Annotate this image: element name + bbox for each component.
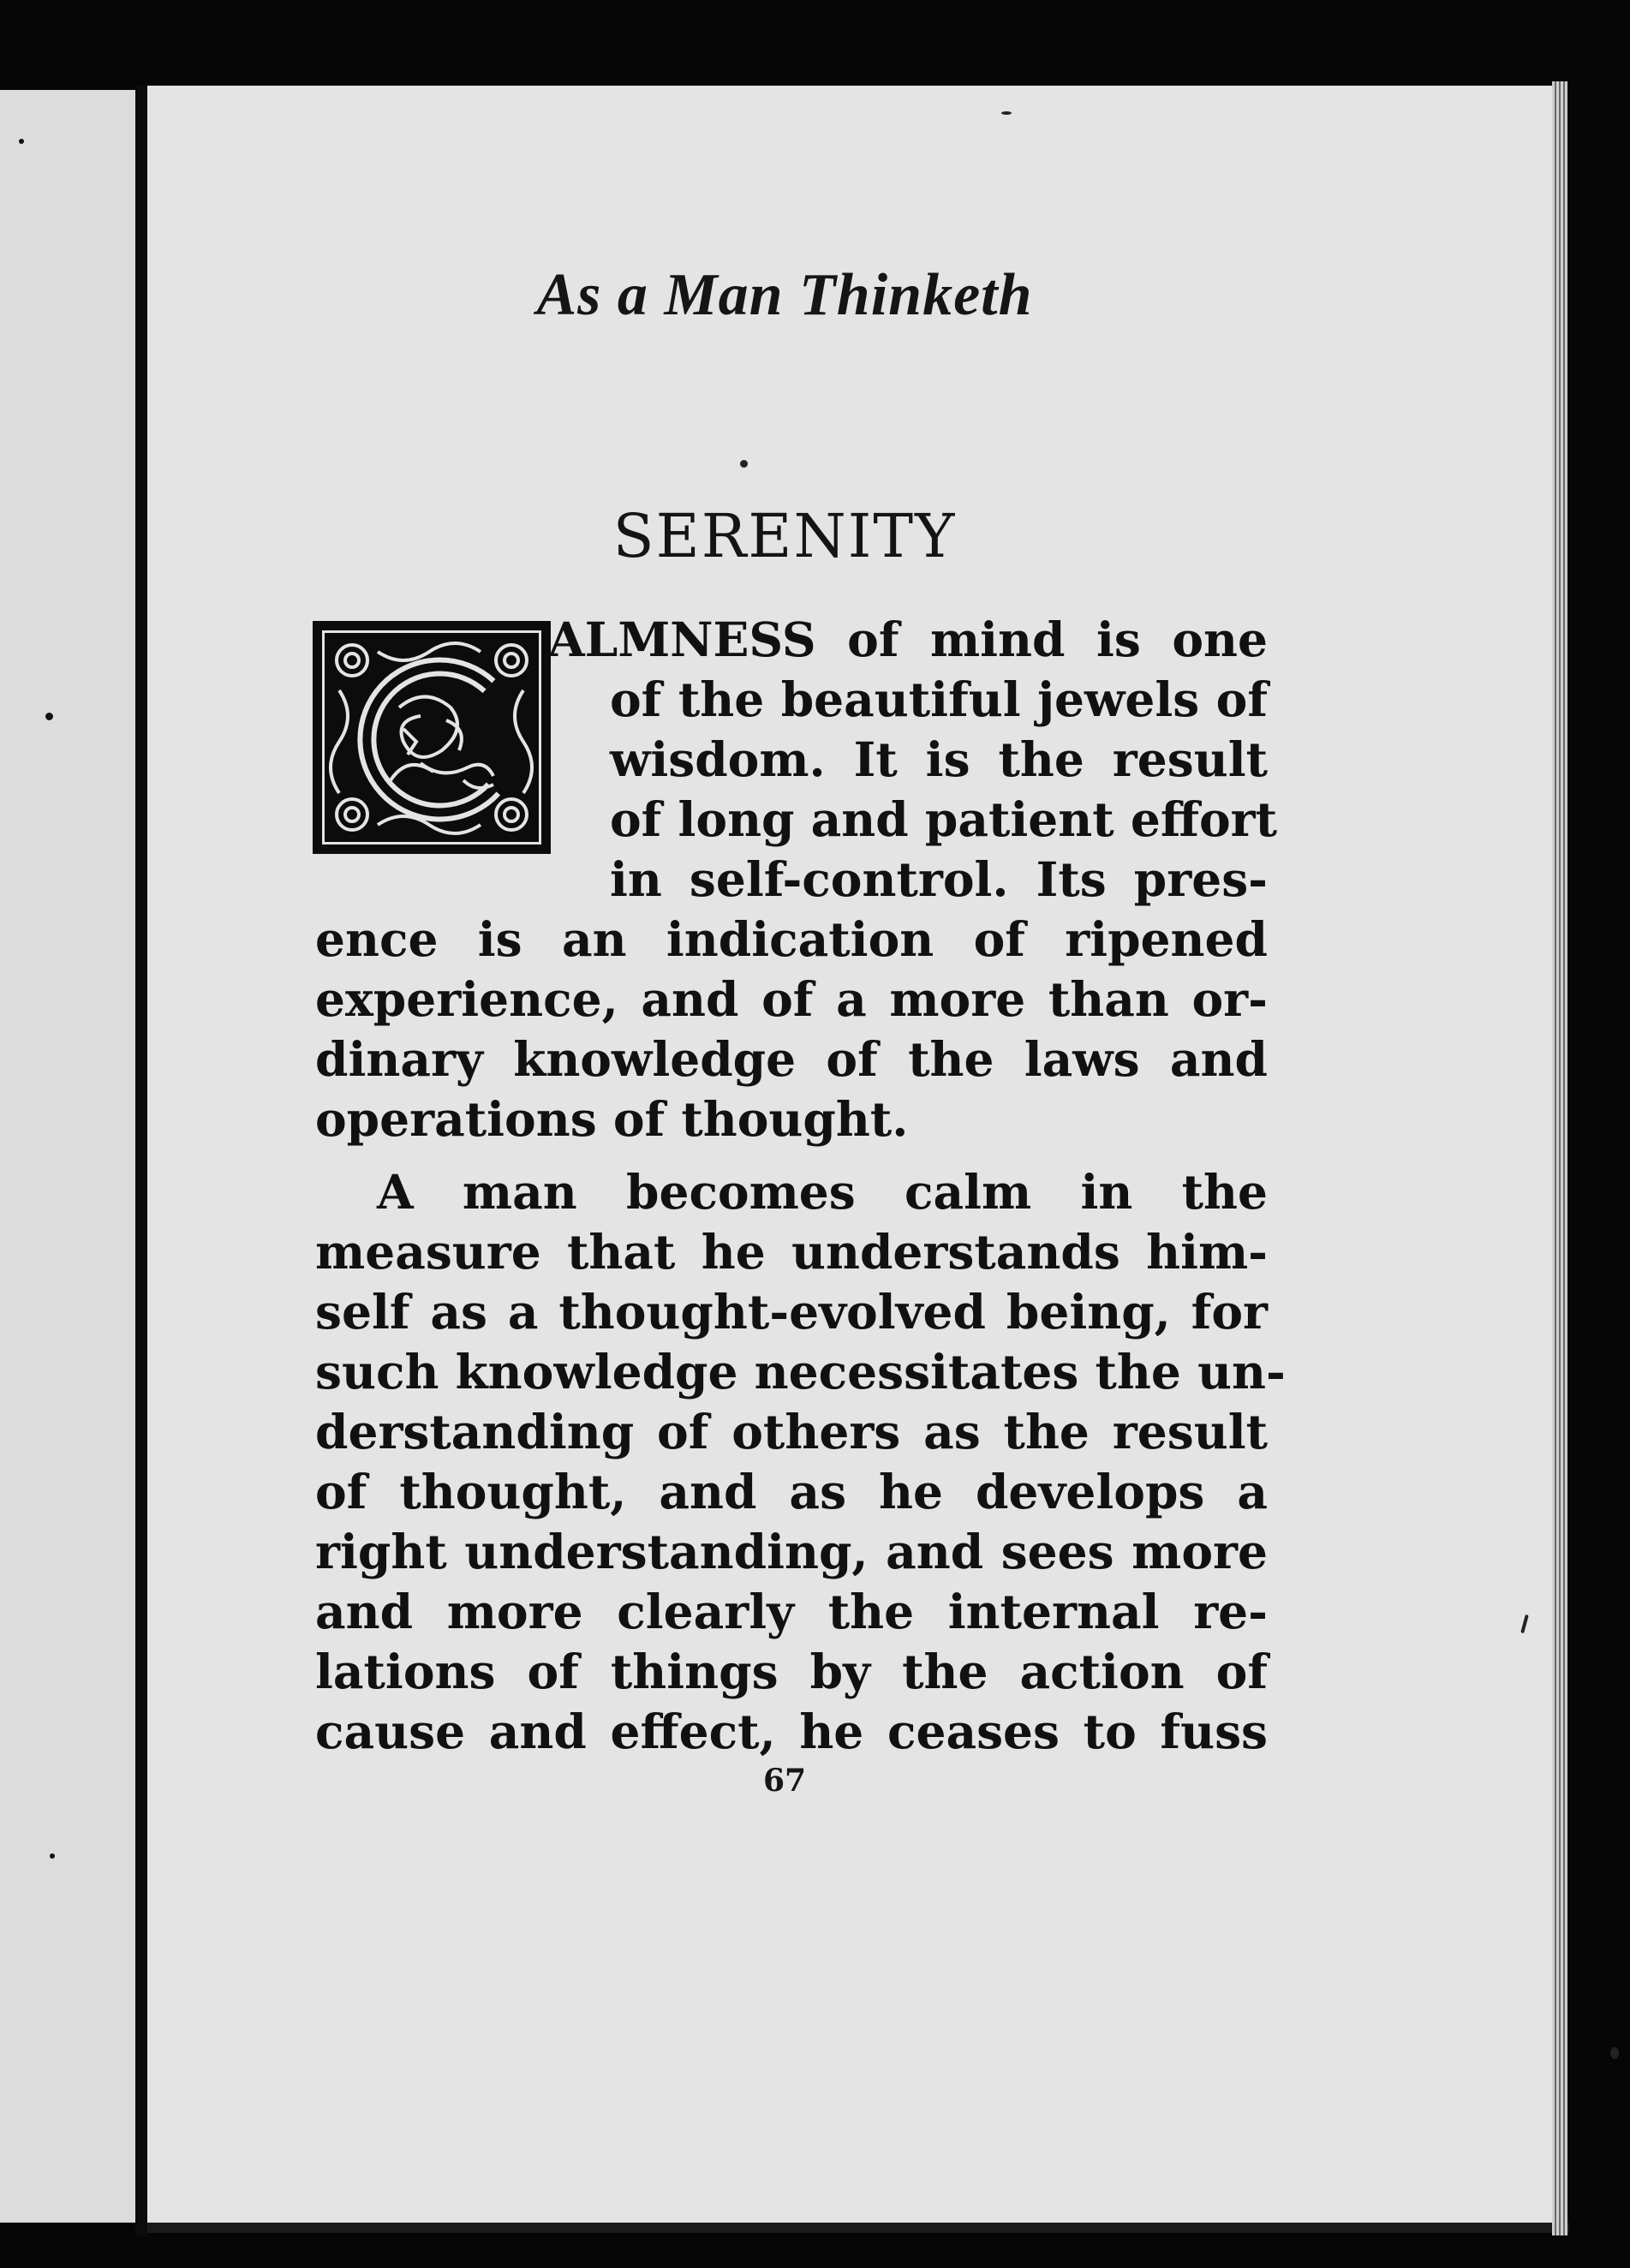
book-spine xyxy=(135,86,147,2235)
text-line: right understanding, and sees more xyxy=(315,1524,1268,1579)
text-line: lations of things by the action of xyxy=(315,1644,1268,1699)
text-line: of long and patient effort xyxy=(610,791,1278,847)
text-line: A man becomes calm in the xyxy=(377,1164,1268,1220)
text-line: cause and effect, he ceases to fuss xyxy=(315,1704,1268,1759)
text-line: ence is an indication of ripened xyxy=(315,911,1268,967)
text-line: dinary knowledge of the laws and xyxy=(315,1031,1268,1087)
text-line: experience, and of a more than or- xyxy=(315,971,1268,1027)
ink-dot xyxy=(740,460,748,468)
page-speck xyxy=(19,139,24,144)
text-line: measure that he understands him- xyxy=(315,1224,1268,1280)
running-head: As a Man Thinketh xyxy=(536,262,1033,328)
text-line: of thought, and as he develops a xyxy=(315,1464,1268,1519)
text-line: of the beautiful jewels of xyxy=(610,671,1268,727)
page-speck xyxy=(45,713,53,720)
drop-cap-initial xyxy=(313,621,551,854)
text-line: wisdom. It is the result xyxy=(610,731,1268,787)
ink-dot xyxy=(1001,111,1012,115)
text-line: self as a thought-evolved being, for xyxy=(315,1284,1268,1340)
page-number: 67 xyxy=(762,1763,807,1799)
book-page xyxy=(147,86,1552,2227)
page-stack-edge xyxy=(1552,81,1567,2235)
text-line: in self-control. Its pres- xyxy=(610,851,1268,907)
text-line: derstanding of others as the result xyxy=(315,1404,1268,1459)
chapter-title: SERENITY xyxy=(612,501,957,571)
text-line: such knowledge necessitates the un- xyxy=(315,1344,1286,1400)
text-line: and more clearly the internal re- xyxy=(315,1584,1268,1639)
text-line: operations of thought. xyxy=(315,1091,909,1147)
ink-mark xyxy=(1610,2047,1619,2059)
ornamental-drop-cap-icon xyxy=(318,626,546,849)
page-speck xyxy=(50,1853,55,1859)
facing-page-strip xyxy=(0,90,135,2223)
page-bottom-edge xyxy=(147,2223,1569,2233)
text-line: ALMNESS of mind is one xyxy=(548,612,1268,667)
